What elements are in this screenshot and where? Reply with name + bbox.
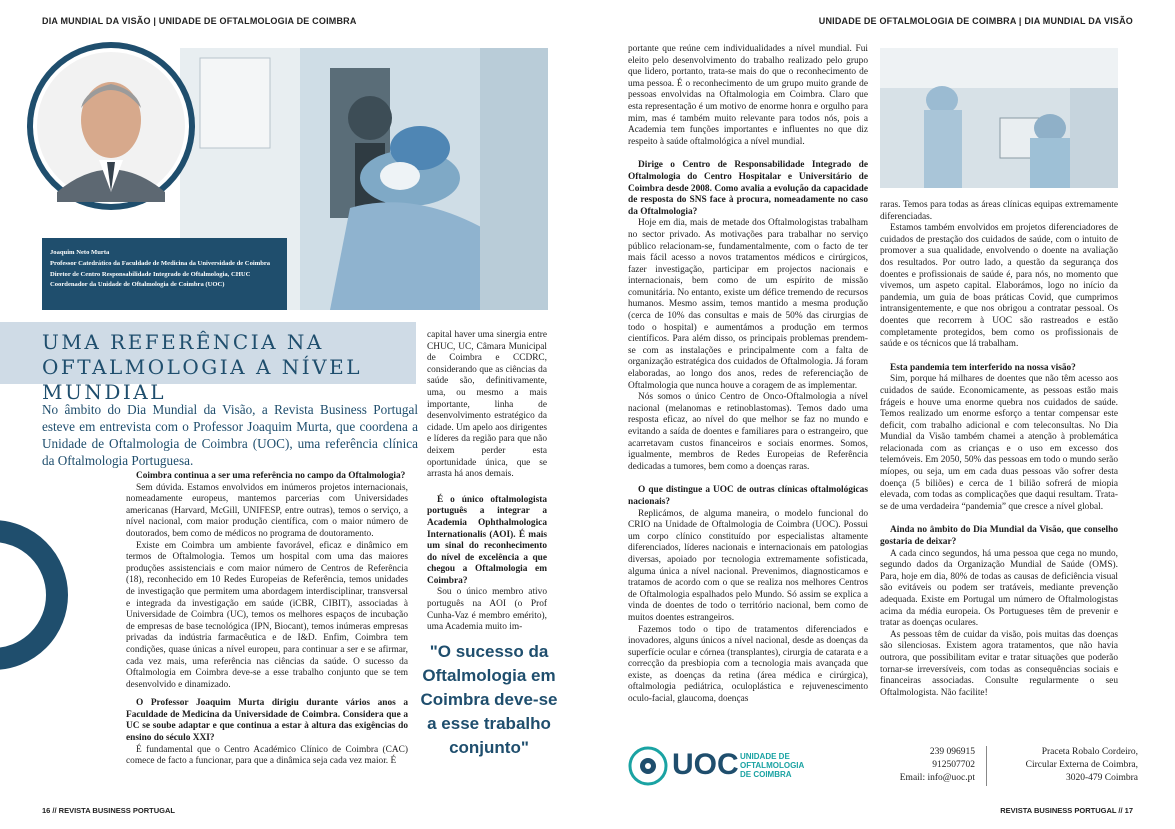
- answer-6: Sim, porque há milhares de doentes que não têm acesso aos cuidados de saúde. Economicamente, as pessoas estão mais frágeis e houve uma enorme quebra nos cuidados de saúde. Temos realizado um enorme esforço a tentar compensar este deficit, com trabalho adicional e com teleconsultas. No Dia Mundial da Visão também chamei a atenção à problemática relacionada com as crianças e o uso em excesso dos telemóveis. Em 2050, 50% das pessoas em todo o mundo serão míopes, ou seja, um em cada duas pessoas vão sofrer desta doença (5 biliões) e cerca de 1 bilião sofrerá de miopia elevada, com todas as complicações que daqui resultam. Trata-se de uma verdadeira “pandemia” que cresce a nível global.: [880, 374, 1118, 512]
- caption-role-1: Professor Catedrático da Faculdade de Medicina da Universidade de Coimbra: [50, 259, 271, 267]
- page-header-left: DIA MUNDIAL DA VISÃO | UNIDADE DE OFTALMOLOGIA DE COIMBRA: [42, 16, 357, 26]
- article-lede: No âmbito do Dia Mundial da Visão, a Revista Business Portugal esteve em entrevista com o Professor Joaquim Murta, que coordena a Unidade de Oftalmologia de Coimbra (UOC), uma referência clínica da Oftalmologia Portuguesa.: [42, 402, 418, 468]
- contact-phones: [880, 746, 975, 785]
- address-line-2: Circular Externa de Coimbra,: [1025, 760, 1138, 770]
- answer-5: Replicámos, de alguma maneira, o modelo funcional do CRIO na Unidade de Oftalmologia de Coimbra (UOC). Possui um corpo clínico constituído por especialistas altamente diferenciados, líderes nacionais e internacionais em patologias diversas, apoiado por tecnologia extremamente sofisticada, alguma única a nível nacional. Prevenimos, diagnosticamos e tratamos de acordo com o que se realiza nos melhores Centros de Oftalmologia espalhados pelo Mundo. Só assim se explica a vinda de doentes de todo o território nacional, bem como de muitos doentes estrangeiros.: [628, 508, 868, 623]
- address-line-3: 3020-479 Coimbra: [1065, 773, 1138, 783]
- article-column-1: [126, 471, 408, 789]
- answer-3-continued: portante que reúne cem individualidades a nível mundial. Fui eleito pelo desenvolvimento do trabalho realizado pelo grupo que lidero, portanto, trata-se mais do que o reconhecimento de uma pessoa. É o reconhecimento de um grupo muito grande de pessoas envolvidas na Oftalmologia em Coimbra. Claro que esta representação é um motivo de enorme honra e orgulho para mim, mas é também muito relevante para todos nós, pois a Academia tem funções importantes e influentes no que diz respeito à saúde oftalmológica a nível mundial.: [628, 44, 868, 147]
- email-link[interactable]: Email: info@uoc.pt: [899, 773, 975, 783]
- answer-5b: Fazemos todo o tipo de tratamentos diferenciados e inovadores, alguns únicos a nível nacional, desde as doenças da superfície ocular e córnea (transplantes), cirurgia de catarata e a correcção da presbiopia com a tecnologia mais avançada que existe, as doenças da retina (área médica e cirúrgica), oftalmologia pediátrica, oculoplástica e rejuvenescimento oculo-facial, glaucoma, doenças: [628, 624, 868, 705]
- logo-mark: UOC: [672, 748, 739, 781]
- caption-name: Joaquim Neto Murta: [50, 249, 110, 256]
- answer-2-continued: capital haver uma sinergia entre CHUC, UC, Câmara Municipal de Coimbra e CCDRC, considerando que as ciências da saúde são, definitivamente, uma, ou mesmo a mais importante, linha de desenvolvimento estratégico da cidade. Um apelo aos dirigentes e líderes da região para que não deixem perder esta oportunidade única, que se arrasta há anos demais.: [427, 330, 547, 480]
- page-footer-right: REVISTA BUSINESS PORTUGAL // 17: [1000, 806, 1133, 815]
- article-column-4: [880, 200, 1118, 740]
- question-2: O Professor Joaquim Murta dirigiu durante vários anos a Faculdade de Medicina da Universidade de Coimbra. Considera que a UC se soube adaptar e que continua a estar à altura das exigências do ensino do século XXI?: [126, 698, 408, 744]
- answer-2: É fundamental que o Centro Académico Clínico de Coimbra (CAC) comece de facto a funcionar, para que a dinâmica seja cada vez maior. É: [126, 744, 408, 767]
- answer-7: A cada cinco segundos, há uma pessoa que cega no mundo, segundo dados da Organização Mundial de Saúde (OMS). Para, hoje em dia, 80% de todas as causas de deficiência visual são evitáveis ou podem ser tratáveis, mediante prevenção adequada. Existe em Portugal um número de Oftalmologistas acima da média europeia. Os Portugueses têm de prevenir e tratar as doenças oculares.: [880, 548, 1118, 629]
- question-4: Dirige o Centro de Responsabilidade Integrado de Oftalmologia do Centro Hospitalar e Universitário de Coimbra desde 2008. Como avalia a evolução da capacidade de resposta do SNS face à procura, nomeadamente no caso da Oftalmologia?: [628, 160, 868, 217]
- question-3: É o único oftalmologista português a integrar a Academia Ophthalmologica Internationalis (AOI). É mais um sinal do reconhecimento do nível de excelência a que chegou a Oftalmologia em Coimbra?: [427, 494, 547, 586]
- answer-1: Sem dúvida. Estamos envolvidos em inúmeros projetos internacionais, nomeadamente europeus, mantemos parcerias com Universidades americanas (Harvard, McGill, UNIFESP, entre outras), temos o serviço, a nível nacional, com maior produção científica, com o maior número de doutorados, bem como de médicos no programa de doutoramento.: [126, 482, 408, 539]
- caption-role-2: Diretor de Centro Responsabilidade Integrado de Oftalmologia, CHUC: [50, 270, 251, 278]
- photo-caption: [42, 238, 287, 310]
- answer-1b: Existe em Coimbra um ambiente favorável, eficaz e dinâmico em termos de Oftalmologia. Temos um hospital com uma das maiores produções assistenciais e com maior número de Centros de Referência (18), reconhecido em 10 Redes Europeias de Referência, temos unidades de investigação que permitem uma abordagem interdisciplinar, transversal e integrada da investigação em saúde (iCBR, CIBIT), associadas à Universidade de Coimbra (UC), temos os melhores espaços de incubação de empresas de base tecnológica (IPN, Biocant), temos inúmeras empresas privadas da indústria farmacêutica e de I&D. Enfim, Coimbra tem condições, quase únicas a nível europeu, para continuar a ser e se afirmar, cada vez mais, uma referência nas ciências da saúde. O sucesso da Oftalmologia em Coimbra deve-se a esse trabalho conjunto que se tem desenvolvido e dinamizado.: [126, 540, 408, 690]
- eye-logo-icon: [628, 746, 668, 786]
- pull-quote: "O sucesso da Oftalmologia em Coimbra deve-se a esse trabalho conjunto": [420, 642, 558, 757]
- logo-line-1: UNIDADE DE: [740, 752, 790, 761]
- article-column-3: [628, 44, 868, 756]
- contact-divider: [986, 746, 987, 786]
- question-1: Coimbra continua a ser uma referência no campo da Oftalmologia?: [136, 471, 406, 481]
- answer-4b: Nós somos o único Centro de Onco-Oftalmologia a nível nacional (melanomas e retinoblastomas). Temos dado uma resposta eficaz, ao nível do que melhor se faz no mundo e evitando a saída de doentes e familiares para o estrangeiro, que acarretavam custos financeiros e sociais enormes. Somos, igualmente, membros de Redes Europeias de Referência dedicadas a tumores, bem como a doenças raras.: [628, 392, 868, 472]
- question-5: O que distingue a UOC de outras clínicas oftalmológicas nacionais?: [628, 485, 868, 507]
- exam-room-photo: [880, 48, 1118, 188]
- question-6: Esta pandemia tem interferido na nossa visão?: [890, 362, 1076, 373]
- address-line-1: Praceta Robalo Cordeiro,: [1041, 747, 1138, 757]
- page-footer-left: 16 // REVISTA BUSINESS PORTUGAL: [42, 806, 175, 815]
- phone-2: 912507702: [932, 760, 975, 770]
- phone-1: 239 096915: [929, 747, 975, 757]
- article-column-2: [427, 330, 547, 636]
- article-title-line-1: UMA REFERÊNCIA NA: [42, 330, 324, 354]
- contact-address: [992, 746, 1138, 785]
- logo-line-3: DE COIMBRA: [740, 770, 792, 779]
- portrait-avatar: [27, 42, 195, 210]
- question-7: Ainda no âmbito do Dia Mundial da Visão, que conselho gostaria de deixar?: [880, 525, 1118, 548]
- article-title-line-2: OFTALMOLOGIA A NÍVEL MUNDIAL: [42, 355, 362, 404]
- page-header-right: UNIDADE DE OFTALMOLOGIA DE COIMBRA | DIA MUNDIAL DA VISÃO: [818, 16, 1133, 26]
- answer-5d: Estamos também envolvidos em projetos diferenciadores de cuidados de prestação dos cuidados de saúde, com o intuito de promover a sua qualidade, envolvendo o doente na avaliação dos resultados. Por outro lado, a questão da segurança dos doentes e profissionais de saúde é, para nós, no momento que vivemos, um aspeto capital. Elaborámos, logo no início da pandemia, um guia de boas práticas Covid, que cumprimos intransigentemente, e que nos obrigou a contratar pessoal. Os doentes que recorrem à UOC são rastreados e estão completamente protegidos, bem como os profissionais de saúde e os técnicos que lá trabalham.: [880, 223, 1118, 350]
- exam-room-illustration: [880, 48, 1118, 188]
- decorative-ring: [0, 520, 68, 670]
- answer-5-continued: raras. Temos para todas as áreas clínicas equipas extremamente diferenciadas.: [880, 200, 1118, 222]
- answer-3: Sou o único membro ativo português na AOI (o Prof Cunha-Vaz é membro emérito), uma Academia muito im-: [427, 587, 547, 633]
- article-title: [42, 330, 422, 405]
- uoc-logo: [628, 746, 805, 786]
- caption-role-3: Coordenador da Unidade de Oftalmologia de Coimbra (UOC): [50, 281, 225, 289]
- answer-4: Hoje em dia, mais de metade dos Oftalmologistas trabalham no sector privado. As motivações para trabalhar no serviço público relacionam-se, fundamentalmente, com o facto de ter mais fácil acesso a novos tratamentos médicos e cirúrgicos, fazer investigação, participar em projectos nacionais e internacionais, bem como de um espírito de missão comunitária. No entanto, existe um défice tremendo de recursos humanos. Mesmo assim, temos mantido a mesma produção (cerca de 10% das consultas e mais de 50% das cirurgias de todo o hospital) e aumentámos a produção em termos científicos. Para além disso, os principais problemas prendem-se com as instalações e principalmente com a falta de organização estratégica dos cuidados de Oftalmologia. Já foram elaboradas, ao longo dos anos, redes de referenciação de Oftalmologia que nunca houve a coragem de as implementar.: [628, 218, 868, 391]
- logo-line-2: OFTALMOLOGIA: [740, 761, 805, 770]
- portrait-illustration: [27, 42, 195, 210]
- answer-7b: As pessoas têm de cuidar da visão, pois muitas das doenças são silenciosas. Existem agora tratamentos, que não havia outrora, que possibilitam evitar e tratar situações que poderão tornar-se irreversíveis, com todas as consequências sociais e financeiras associadas. Consulte regularmente o seu Oftalmologista. Não facilite!: [880, 629, 1118, 698]
